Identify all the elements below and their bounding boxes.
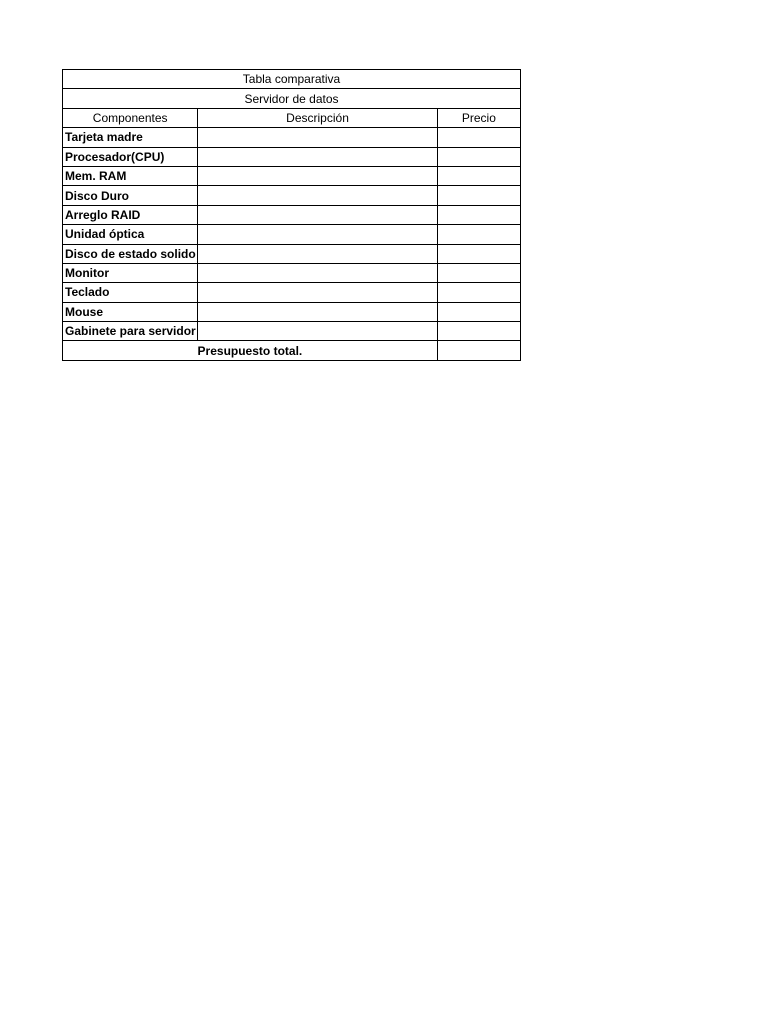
- subtitle-row: [63, 89, 521, 108]
- price-cell[interactable]: [437, 244, 520, 263]
- table-row: [63, 147, 521, 166]
- price-cell[interactable]: [437, 147, 520, 166]
- component-cell: Teclado: [63, 283, 198, 302]
- table-row: [63, 128, 521, 147]
- description-cell[interactable]: [198, 205, 438, 224]
- total-label: Presupuesto total.: [63, 341, 438, 360]
- total-value-cell[interactable]: [437, 341, 520, 360]
- price-cell[interactable]: [437, 225, 520, 244]
- description-cell[interactable]: [198, 128, 438, 147]
- price-cell[interactable]: [437, 283, 520, 302]
- header-price: Precio: [437, 108, 520, 127]
- price-cell[interactable]: [437, 186, 520, 205]
- table-row: [63, 186, 521, 205]
- table-row: [63, 205, 521, 224]
- component-cell: Tarjeta madre: [63, 128, 198, 147]
- description-cell[interactable]: [198, 263, 438, 282]
- title-row: [63, 70, 521, 89]
- component-cell: Mouse: [63, 302, 198, 321]
- component-cell: Monitor: [63, 263, 198, 282]
- component-cell: Disco Duro: [63, 186, 198, 205]
- description-cell[interactable]: [198, 283, 438, 302]
- price-cell[interactable]: [437, 322, 520, 341]
- price-cell[interactable]: [437, 205, 520, 224]
- component-cell: Disco de estado solido: [63, 244, 198, 263]
- table-row: [63, 302, 521, 321]
- description-cell[interactable]: [198, 322, 438, 341]
- table-row: [63, 244, 521, 263]
- component-cell: Mem. RAM: [63, 166, 198, 185]
- header-description: Descripción: [198, 108, 438, 127]
- description-cell[interactable]: [198, 147, 438, 166]
- table-row: [63, 283, 521, 302]
- description-cell[interactable]: [198, 302, 438, 321]
- price-cell[interactable]: [437, 263, 520, 282]
- table-row: [63, 166, 521, 185]
- total-row: [63, 341, 521, 360]
- price-cell[interactable]: [437, 302, 520, 321]
- comparison-sheet: [62, 69, 521, 361]
- component-cell: Arreglo RAID: [63, 205, 198, 224]
- header-row: [63, 108, 521, 127]
- table-row: [63, 322, 521, 341]
- description-cell[interactable]: [198, 166, 438, 185]
- table-title: Tabla comparativa: [63, 70, 521, 89]
- component-cell: Procesador(CPU): [63, 147, 198, 166]
- table-row: [63, 225, 521, 244]
- description-cell[interactable]: [198, 244, 438, 263]
- price-cell[interactable]: [437, 166, 520, 185]
- description-cell[interactable]: [198, 186, 438, 205]
- component-cell: Unidad óptica: [63, 225, 198, 244]
- comparison-table: [62, 69, 521, 361]
- table-row: [63, 263, 521, 282]
- header-components: Componentes: [63, 108, 198, 127]
- description-cell[interactable]: [198, 225, 438, 244]
- table-subtitle: Servidor de datos: [63, 89, 521, 108]
- price-cell[interactable]: [437, 128, 520, 147]
- component-cell: Gabinete para servidor: [63, 322, 198, 341]
